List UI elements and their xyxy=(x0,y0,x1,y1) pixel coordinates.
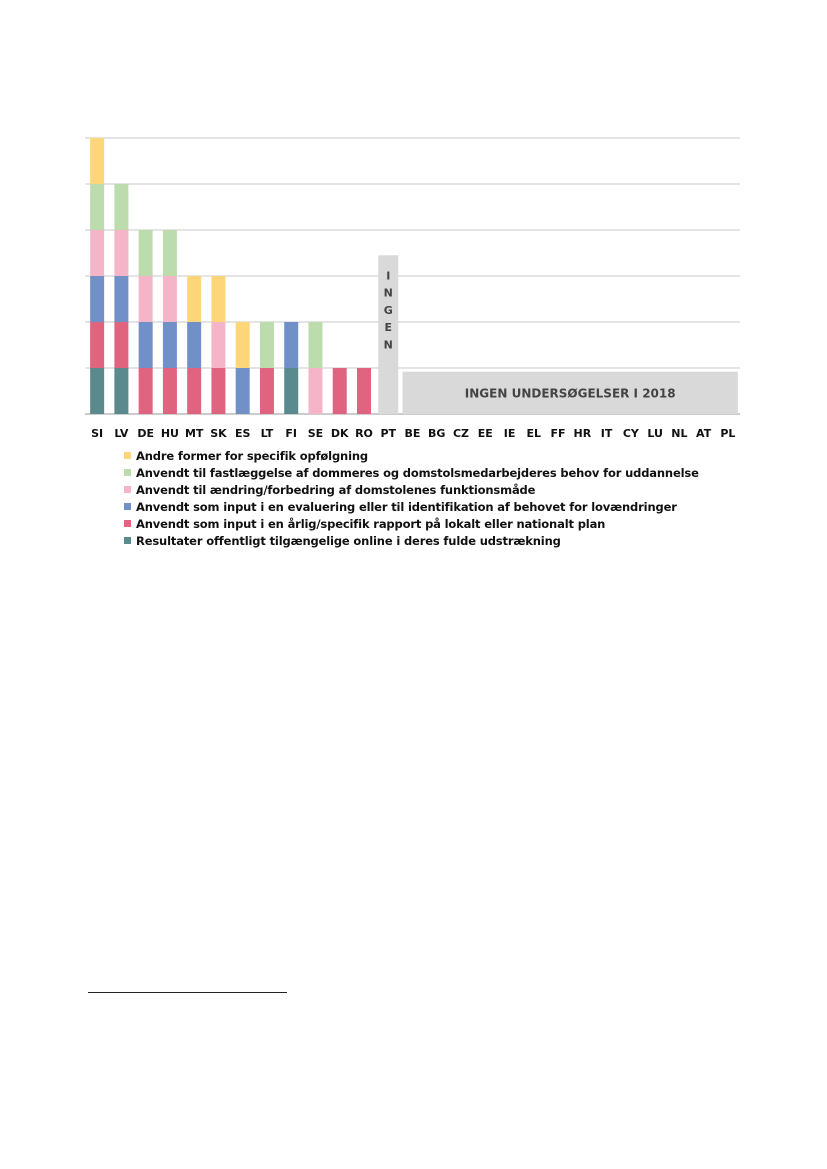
bar-segment xyxy=(211,322,225,368)
bar-segment xyxy=(357,368,371,414)
bar-segment xyxy=(187,322,201,368)
bar-segment xyxy=(260,368,274,414)
bar-segment xyxy=(260,322,274,368)
x-tick-label: HR xyxy=(573,427,592,440)
x-tick-label: IE xyxy=(503,427,516,440)
bar-segment xyxy=(114,276,128,322)
legend-label: Resultater offentligt tilgængelige online i deres fulde udstrækning xyxy=(136,533,561,548)
x-tick-label: DK xyxy=(330,427,349,440)
legend-label: Anvendt til fastlæggelse af dommeres og domstolsmedarbejderes behov for uddannelse xyxy=(136,465,699,480)
bar-segment xyxy=(308,368,322,414)
footnote-separator xyxy=(88,992,287,993)
x-tick-label: LU xyxy=(647,427,663,440)
bar-segment xyxy=(90,322,104,368)
x-tick-label: PL xyxy=(720,427,736,440)
x-tick-label: LV xyxy=(114,427,129,440)
bar-segment xyxy=(90,276,104,322)
x-tick-label: RO xyxy=(355,427,373,440)
x-tick-label: DE xyxy=(137,427,154,440)
x-tick-label: ES xyxy=(234,427,251,440)
legend-label: Anvendt som input i en evaluering eller til identifikation af behovet for lovændringer xyxy=(136,499,677,514)
x-tick-label: SE xyxy=(307,427,324,440)
bar-segment xyxy=(163,276,177,322)
x-tick-label: BG xyxy=(428,427,446,440)
x-tick-label: FF xyxy=(550,427,566,440)
chart-legend xyxy=(124,447,699,549)
legend-swatch xyxy=(124,537,131,544)
no-survey-banner-label: INGEN UNDERSØGELSER I 2018 xyxy=(464,386,676,401)
legend-swatch xyxy=(124,452,131,459)
bar-segment xyxy=(236,322,250,368)
x-tick-label: IT xyxy=(600,427,613,440)
legend-swatch xyxy=(124,486,131,493)
x-tick-label: HU xyxy=(160,427,179,440)
legend-swatch xyxy=(124,503,131,510)
bar-segment xyxy=(114,230,128,276)
bar-segment xyxy=(187,368,201,414)
legend-swatch xyxy=(124,469,131,476)
legend-label: Andre former for specifik opfølgning xyxy=(136,448,368,463)
bar-segment xyxy=(333,368,347,414)
x-tick-label: EL xyxy=(526,427,542,440)
bar-segment xyxy=(163,230,177,276)
bar-segment xyxy=(211,368,225,414)
x-tick-label: SI xyxy=(91,427,104,440)
x-tick-label: CZ xyxy=(452,427,470,440)
bar-segment xyxy=(139,276,153,322)
legend-swatch xyxy=(124,520,131,527)
x-tick-label: MT xyxy=(184,427,204,440)
bar-segment xyxy=(139,368,153,414)
bar-segment xyxy=(90,138,104,184)
legend-item xyxy=(124,481,699,498)
bar-segment xyxy=(187,276,201,322)
x-tick-label: BE xyxy=(404,427,421,440)
x-tick-label: PT xyxy=(380,427,397,440)
x-tick-label: NL xyxy=(671,427,688,440)
bar-segment xyxy=(236,368,250,414)
pt-no-survey-label: I N G E N xyxy=(383,269,393,352)
x-tick-label: FI xyxy=(285,427,298,440)
legend-item xyxy=(124,447,699,464)
bar-segment xyxy=(211,276,225,322)
bar-segment xyxy=(114,184,128,230)
bar-segment xyxy=(139,322,153,368)
bar-segment xyxy=(90,230,104,276)
legend-label: Anvendt til ændring/forbedring af domstolenes funktionsmåde xyxy=(136,482,536,497)
bar-segment xyxy=(114,368,128,414)
legend-item xyxy=(124,498,699,515)
x-tick-label: EE xyxy=(477,427,493,440)
x-tick-label: LT xyxy=(260,427,274,440)
annotations xyxy=(378,255,738,414)
legend-item xyxy=(124,515,699,532)
bar-segment xyxy=(308,322,322,368)
legend-item xyxy=(124,464,699,481)
bar-segment xyxy=(90,368,104,414)
bar-segment xyxy=(163,368,177,414)
bar-segment xyxy=(139,230,153,276)
bar-segment xyxy=(114,322,128,368)
bar-segment xyxy=(90,184,104,230)
bar-segment xyxy=(284,368,298,414)
x-tick-label: AT xyxy=(696,427,712,440)
legend-item xyxy=(124,532,699,549)
x-tick-label: SK xyxy=(210,427,227,440)
x-tick-label: CY xyxy=(622,427,639,440)
legend-label: Anvendt som input i en årlig/specifik rapport på lokalt eller nationalt plan xyxy=(136,516,606,531)
bar-segment xyxy=(284,322,298,368)
x-axis-tick-labels xyxy=(91,427,735,440)
bar-segment xyxy=(163,322,177,368)
